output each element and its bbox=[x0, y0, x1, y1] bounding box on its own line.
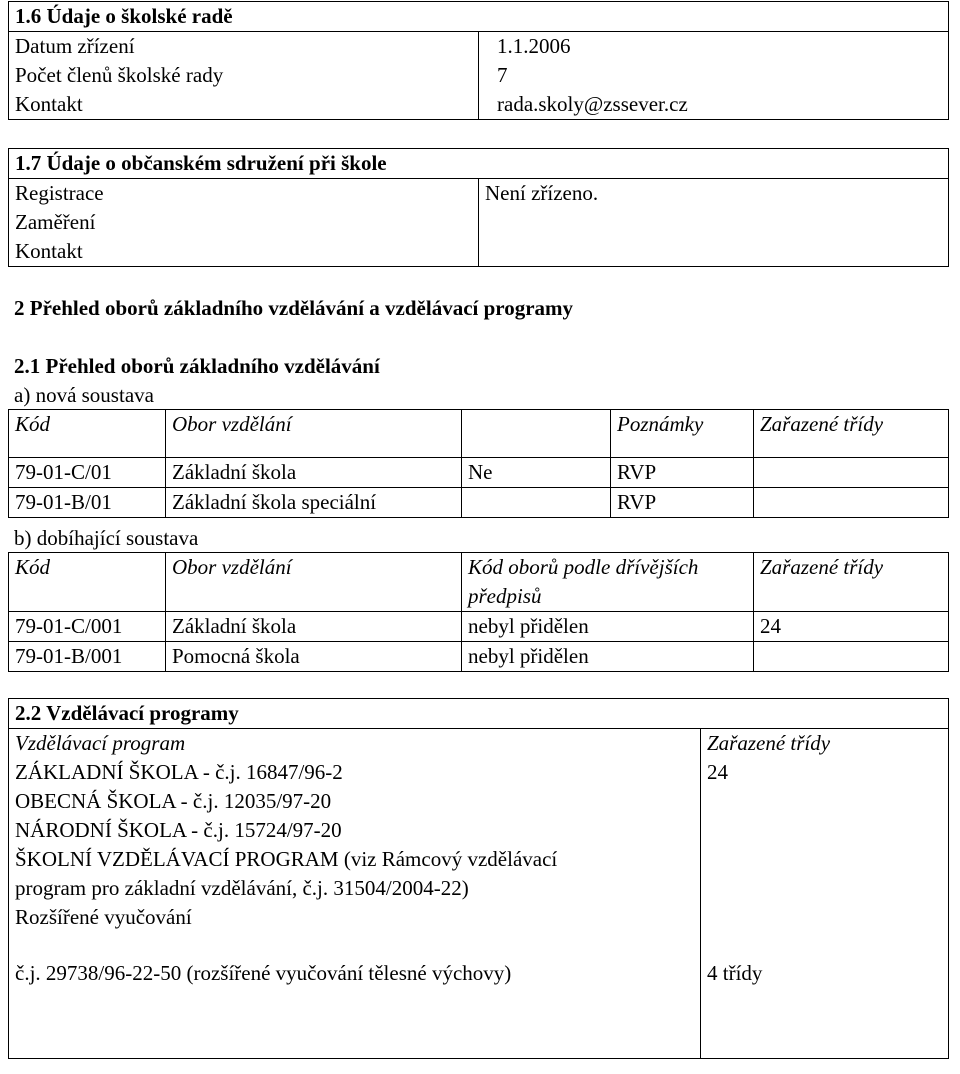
program-general-classes bbox=[701, 787, 949, 816]
school-council-table bbox=[8, 1, 949, 120]
table-row-field: Pomocná škola bbox=[166, 642, 462, 672]
table-row-classes bbox=[754, 488, 949, 518]
table-row-classes bbox=[754, 642, 949, 672]
council-founded-value: 1.1.2006 bbox=[479, 32, 949, 62]
table-row-notes: RVP bbox=[611, 488, 754, 518]
program-extended-pe: č.j. 29738/96-22-50 (rozšířené vyučování tělesné výchovy) bbox=[9, 932, 701, 1058]
association-status-value: Není zřízeno. bbox=[479, 179, 949, 267]
table-row-code: 79-01-B/001 bbox=[9, 642, 166, 672]
program-extended-title: Rozšířené vyučování bbox=[9, 903, 701, 932]
council-founded-label: Datum zřízení bbox=[9, 32, 479, 62]
col-blank bbox=[462, 410, 611, 458]
new-system-table bbox=[8, 409, 949, 518]
section-2-2-title: 2.2 Vzdělávací programy bbox=[9, 699, 949, 729]
council-contact-value: rada.skoly@zssever.cz bbox=[479, 90, 949, 120]
table-row-notes: RVP bbox=[611, 458, 754, 488]
program-extended-pe-classes: 4 třídy bbox=[701, 932, 949, 1058]
table-row-classes: 24 bbox=[754, 612, 949, 642]
section-1-6-title: 1.6 Údaje o školské radě bbox=[9, 2, 949, 32]
education-programs-table bbox=[8, 698, 949, 1059]
new-system-subtitle: a) nová soustava bbox=[14, 383, 154, 407]
council-contact-label: Kontakt bbox=[9, 90, 479, 120]
table-row-code: 79-01-C/01 bbox=[9, 458, 166, 488]
program-school-line-2-classes bbox=[701, 874, 949, 903]
table-row-field: Základní škola speciální bbox=[166, 488, 462, 518]
col-classes: Zařazené třídy bbox=[754, 553, 949, 612]
section-1-7-title: 1.7 Údaje o občanském sdružení při škole bbox=[9, 149, 949, 179]
col-notes: Poznámky bbox=[611, 410, 754, 458]
col-classes: Zařazené třídy bbox=[754, 410, 949, 458]
section-2-title: 2 Přehled oborů základního vzdělávání a vzdělávací programy bbox=[14, 296, 574, 320]
association-labels bbox=[9, 179, 479, 267]
col-code: Kód bbox=[9, 410, 166, 458]
program-national-classes bbox=[701, 816, 949, 845]
association-registration-label: Registrace bbox=[15, 181, 104, 205]
program-school-line-1: ŠKOLNÍ VZDĚLÁVACÍ PROGRAM (viz Rámcový vzdělávací bbox=[9, 845, 701, 874]
program-extended-title-classes bbox=[701, 903, 949, 932]
table-row-flag: Ne bbox=[462, 458, 611, 488]
table-row-old-code: nebyl přidělen bbox=[462, 642, 754, 672]
table-row-old-code: nebyl přidělen bbox=[462, 612, 754, 642]
table-row-classes bbox=[754, 458, 949, 488]
program-basic-classes: 24 bbox=[701, 758, 949, 787]
col-code: Kód bbox=[9, 553, 166, 612]
old-system-subtitle: b) dobíhající soustava bbox=[14, 526, 199, 550]
old-system-table bbox=[8, 552, 949, 672]
col-program: Vzdělávací program bbox=[9, 729, 701, 759]
table-row-code: 79-01-C/001 bbox=[9, 612, 166, 642]
col-field: Obor vzdělání bbox=[166, 410, 462, 458]
table-row-flag bbox=[462, 488, 611, 518]
program-school-classes bbox=[701, 845, 949, 874]
program-national: NÁRODNÍ ŠKOLA - č.j. 15724/97-20 bbox=[9, 816, 701, 845]
council-members-label: Počet členů školské rady bbox=[9, 61, 479, 90]
col-old-code: Kód oborů podle dřívějších předpisů bbox=[462, 553, 754, 612]
civic-association-table bbox=[8, 148, 949, 267]
table-row-code: 79-01-B/01 bbox=[9, 488, 166, 518]
table-row-field: Základní škola bbox=[166, 612, 462, 642]
program-school-line-2: program pro základní vzdělávání, č.j. 31504/2004-22) bbox=[9, 874, 701, 903]
col-classes: Zařazené třídy bbox=[701, 729, 949, 759]
program-general: OBECNÁ ŠKOLA - č.j. 12035/97-20 bbox=[9, 787, 701, 816]
council-members-value: 7 bbox=[479, 61, 949, 90]
program-basic: ZÁKLADNÍ ŠKOLA - č.j. 16847/96-2 bbox=[9, 758, 701, 787]
association-contact-label: Kontakt bbox=[15, 239, 83, 263]
section-2-1-title: 2.1 Přehled oborů základního vzdělávání bbox=[14, 354, 380, 378]
table-row-field: Základní škola bbox=[166, 458, 462, 488]
col-field: Obor vzdělání bbox=[166, 553, 462, 612]
association-focus-label: Zaměření bbox=[15, 210, 96, 234]
